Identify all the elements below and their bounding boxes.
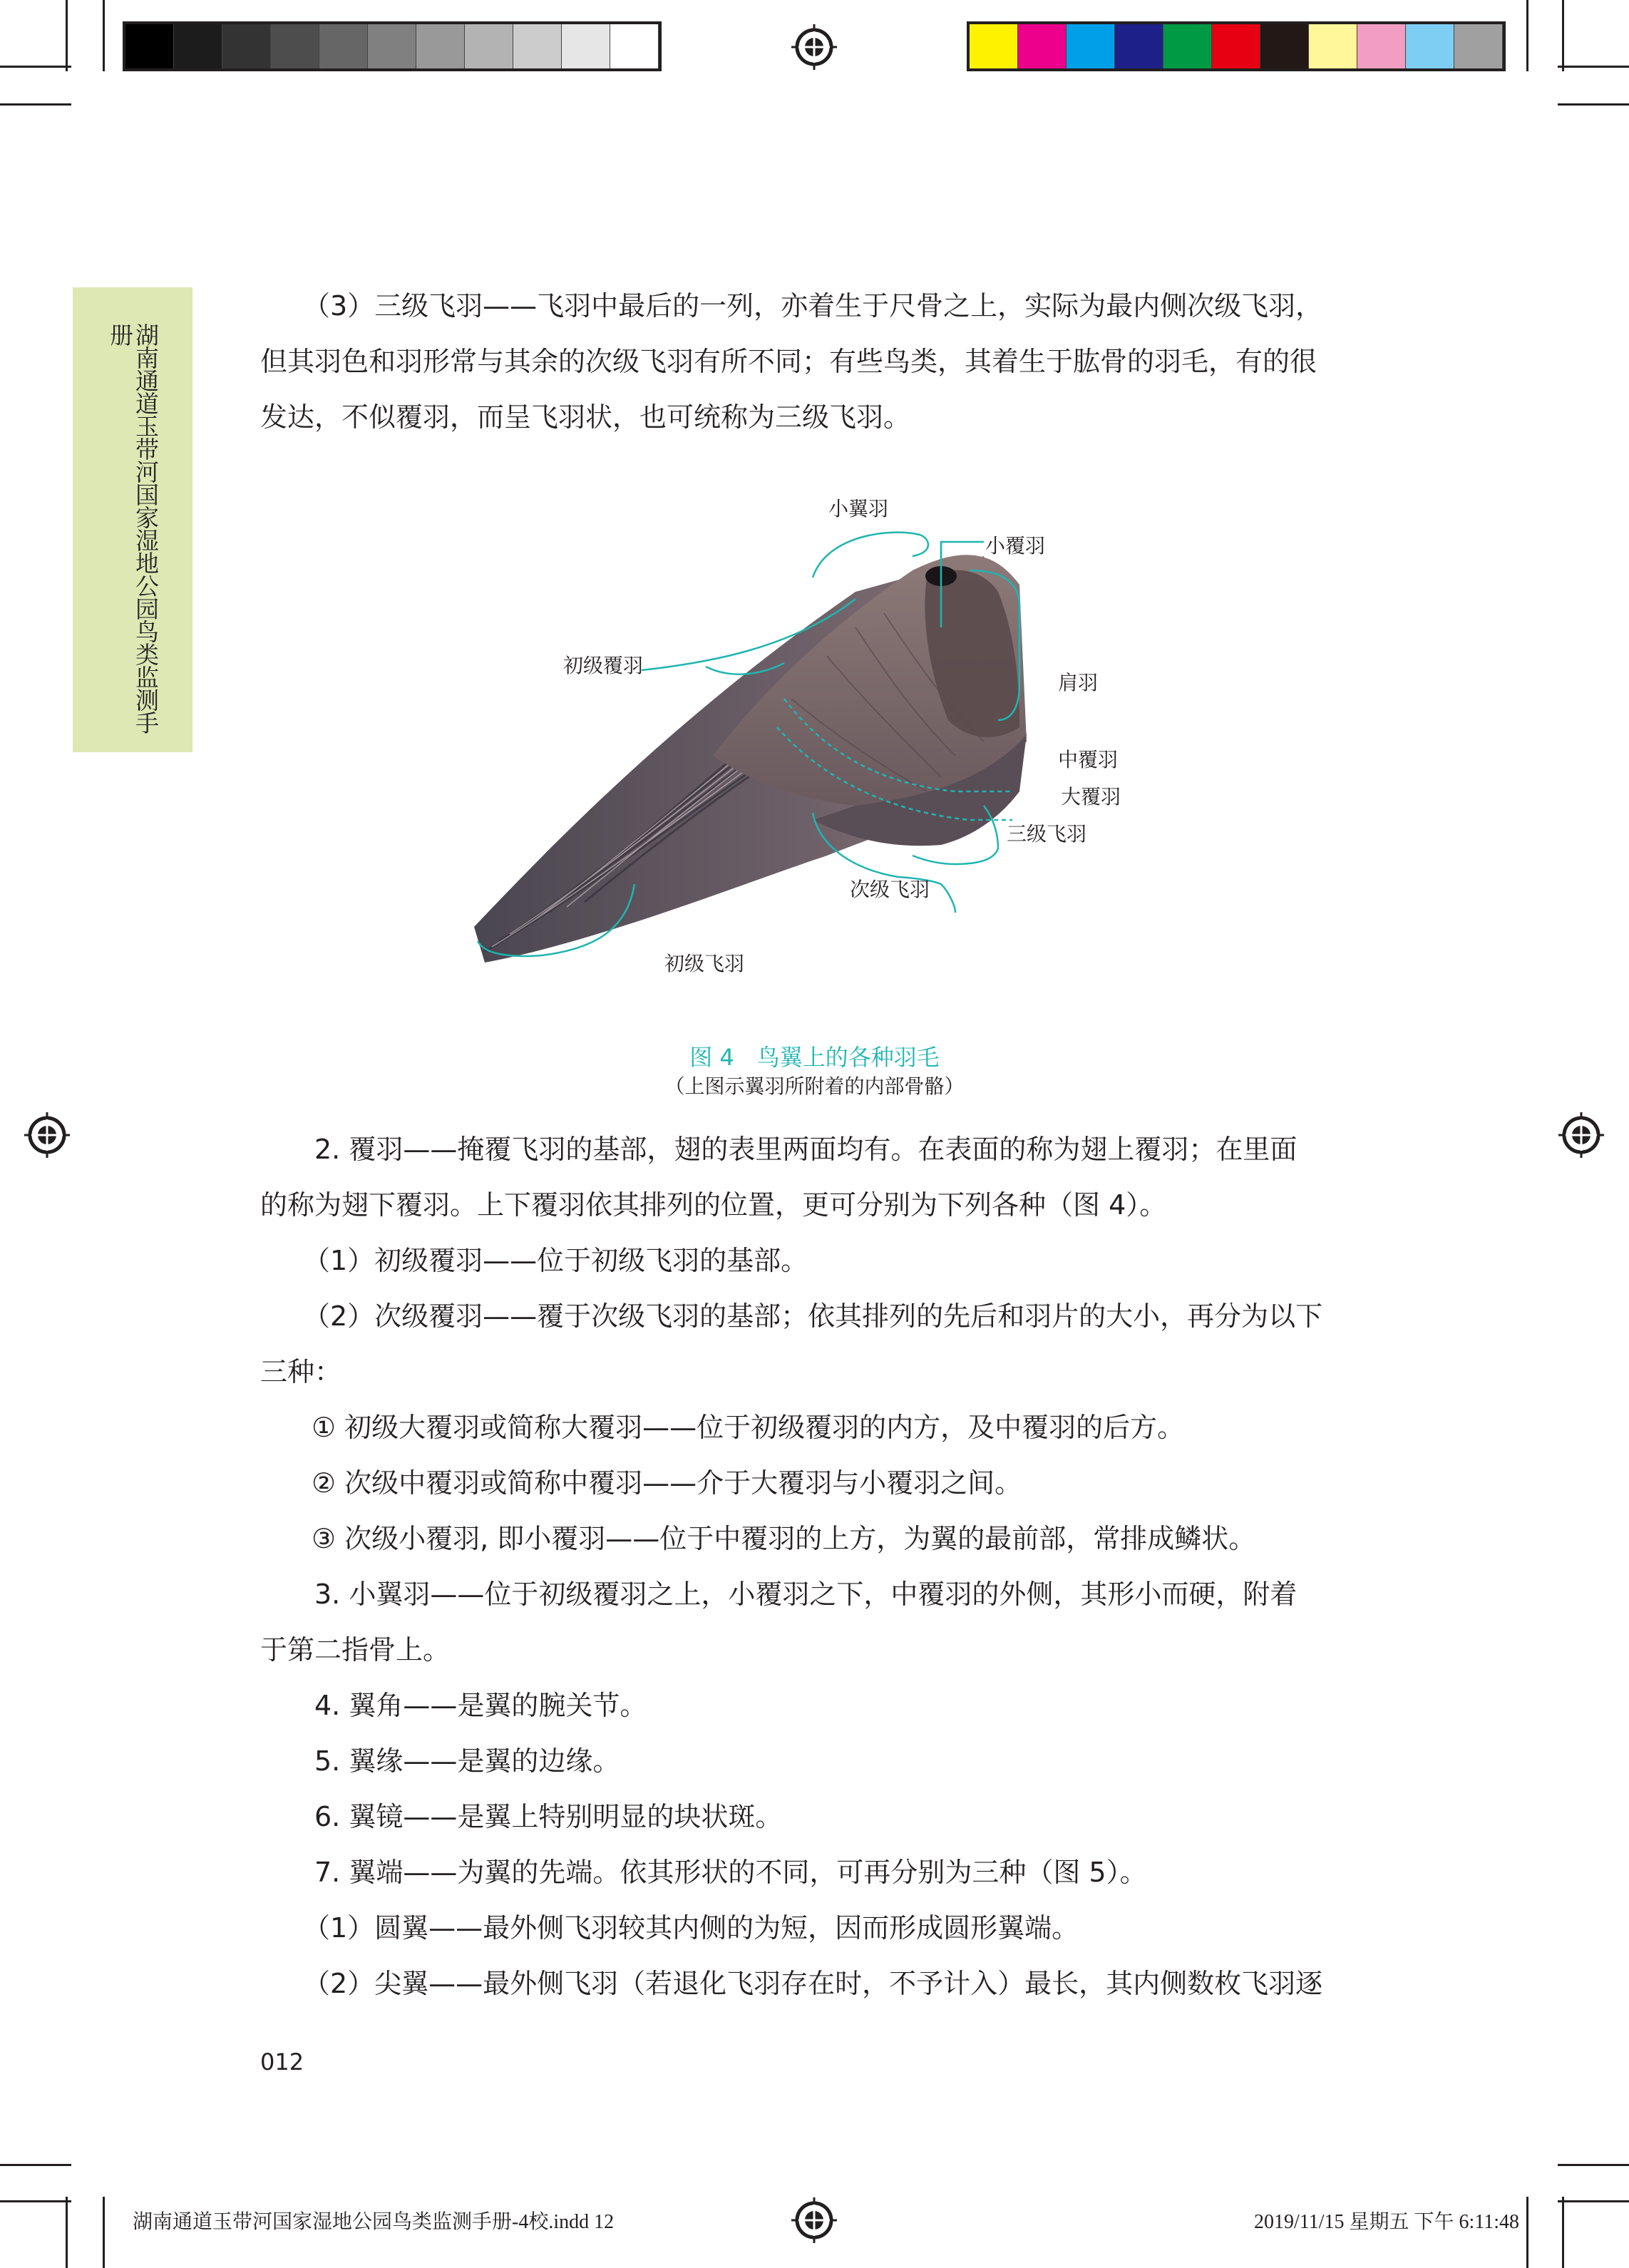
color-swatch bbox=[562, 24, 610, 68]
color-swatch bbox=[1309, 24, 1357, 68]
crop-mark bbox=[1558, 2164, 1629, 2166]
crop-mark bbox=[0, 66, 71, 68]
text-line: ① 初级大覆羽或简称大覆羽——位于初级覆羽的内方，及中覆羽的后方。 bbox=[312, 1412, 1185, 1443]
registration-mark-icon bbox=[24, 1112, 70, 1158]
label-median-coverts: 中覆羽 bbox=[1058, 748, 1119, 771]
crop-mark bbox=[1526, 0, 1528, 71]
text-line: 4. 翼角——是翼的腕关节。 bbox=[314, 1690, 647, 1721]
text-line: 5. 翼缘——是翼的边缘。 bbox=[314, 1745, 620, 1777]
crop-mark bbox=[0, 103, 71, 106]
color-swatch bbox=[1115, 24, 1163, 68]
label-primaries: 初级飞羽 bbox=[664, 952, 745, 975]
crop-mark bbox=[103, 0, 105, 71]
text-line: （2）次级覆羽——覆于次级飞羽的基部；依其排列的先后和羽片的大小，再分为以下 bbox=[303, 1300, 1323, 1332]
color-swatch bbox=[271, 24, 319, 68]
crop-mark bbox=[0, 2200, 71, 2202]
color-swatch bbox=[222, 24, 271, 68]
color-swatch bbox=[174, 24, 222, 68]
crop-mark bbox=[66, 2197, 68, 2268]
text-line: 6. 翼镜——是翼上特别明显的块状斑。 bbox=[314, 1801, 783, 1832]
color-swatch bbox=[1260, 24, 1309, 68]
color-bar bbox=[967, 21, 1506, 71]
slug-filename: 湖南通道玉带河国家湿地公园鸟类监测手册-4校.indd 12 bbox=[133, 2211, 615, 2233]
crop-mark bbox=[1558, 66, 1629, 68]
bird-wing-illustration bbox=[456, 485, 1169, 998]
crop-mark bbox=[1558, 103, 1629, 106]
color-swatch bbox=[465, 24, 513, 68]
label-secondaries: 次级飞羽 bbox=[850, 878, 930, 901]
crop-mark bbox=[1562, 2197, 1564, 2268]
color-swatch bbox=[1067, 24, 1115, 68]
color-swatch bbox=[1212, 24, 1260, 68]
color-swatch bbox=[610, 24, 659, 68]
intro-paragraph bbox=[260, 278, 1358, 445]
text-line: 三种： bbox=[260, 1356, 342, 1387]
slug-timestamp: 2019/11/15 星期五 下午 6:11:48 bbox=[1253, 2211, 1519, 2233]
text-line: （1）圆翼——最外侧飞羽较其内侧的为短，因而形成圆形翼端。 bbox=[303, 1912, 1079, 1944]
text-line: ② 次级中覆羽或简称中覆羽——介于大覆羽与小覆羽之间。 bbox=[312, 1467, 1022, 1499]
crop-mark bbox=[1526, 2197, 1528, 2268]
registration-mark-icon bbox=[1558, 1112, 1604, 1158]
color-swatch bbox=[1018, 24, 1067, 68]
color-swatch bbox=[416, 24, 465, 68]
text-line: 7. 翼端——为翼的先端。依其形状的不同，可再分别为三种（图 5）。 bbox=[314, 1857, 1147, 1888]
label-lesser-coverts: 小覆羽 bbox=[985, 534, 1046, 558]
text-line: （2）尖翼——最外侧飞羽（若退化飞羽存在时，不予计入）最长，其内侧数枚飞羽逐 bbox=[303, 1968, 1323, 1999]
color-swatch bbox=[368, 24, 416, 68]
crop-mark bbox=[66, 0, 68, 71]
grayscale-bar bbox=[123, 21, 662, 71]
crop-mark bbox=[1562, 0, 1564, 71]
label-scapulars: 肩羽 bbox=[1058, 671, 1099, 694]
text-line: （3）三级飞羽——飞羽中最后的一列，亦着生于尺骨之上，实际为最内侧次级飞羽， bbox=[303, 290, 1323, 322]
crop-mark bbox=[0, 2164, 71, 2166]
color-swatch bbox=[970, 24, 1018, 68]
color-swatch bbox=[1163, 24, 1212, 68]
crop-mark bbox=[1558, 2200, 1629, 2202]
crop-mark bbox=[103, 2197, 105, 2268]
text-line: 2. 覆羽——掩覆飞羽的基部，翅的表里两面均有。在表面的称为翅上覆羽；在里面 bbox=[314, 1134, 1297, 1165]
registration-mark-icon bbox=[791, 2197, 837, 2243]
page-number: 012 bbox=[260, 2048, 304, 2075]
label-primary-coverts: 初级覆羽 bbox=[563, 654, 644, 677]
registration-mark-icon bbox=[791, 24, 837, 70]
text-line: 的称为翅下覆羽。上下覆羽依其排列的位置，更可分别为下列各种（图 4）。 bbox=[260, 1189, 1167, 1221]
text-line: 但其羽色和羽形常与其余的次级飞羽有所不同；有些鸟类，其着生于肱骨的羽毛，有的很 bbox=[260, 346, 1317, 377]
color-swatch bbox=[319, 24, 368, 68]
side-tab-title: 湖南通道玉带河国家湿地公园鸟类监测手册 bbox=[106, 323, 160, 734]
body-text bbox=[260, 1122, 1358, 2011]
color-swatch bbox=[1454, 24, 1503, 68]
text-line: ③ 次级小覆羽, 即小覆羽——位于中覆羽的上方，为翼的最前部，常排成鳞状。 bbox=[312, 1523, 1256, 1554]
color-swatch bbox=[125, 24, 174, 68]
color-swatch bbox=[1357, 24, 1406, 68]
text-line: 发达，不似覆羽，而呈飞羽状，也可统称为三级飞羽。 bbox=[260, 401, 911, 433]
figure-subcaption: （上图示翼羽所附着的内部骨骼） bbox=[664, 1074, 965, 1098]
side-tab bbox=[73, 287, 192, 752]
label-tertials: 三级飞羽 bbox=[1007, 822, 1087, 846]
text-line: （1）初级覆羽——位于初级飞羽的基部。 bbox=[303, 1245, 808, 1276]
figure-caption: 图 4 鸟翼上的各种羽毛 bbox=[689, 1044, 940, 1071]
label-alula: 小翼羽 bbox=[828, 497, 889, 520]
color-swatch bbox=[1406, 24, 1454, 68]
label-greater-coverts: 大覆羽 bbox=[1061, 785, 1121, 809]
text-line: 3. 小翼羽——位于初级覆羽之上，小覆羽之下，中覆羽的外侧，其形小而硬，附着 bbox=[314, 1579, 1297, 1610]
wing-figure bbox=[456, 485, 1169, 998]
color-swatch bbox=[513, 24, 562, 68]
text-line: 于第二指骨上。 bbox=[260, 1634, 451, 1666]
